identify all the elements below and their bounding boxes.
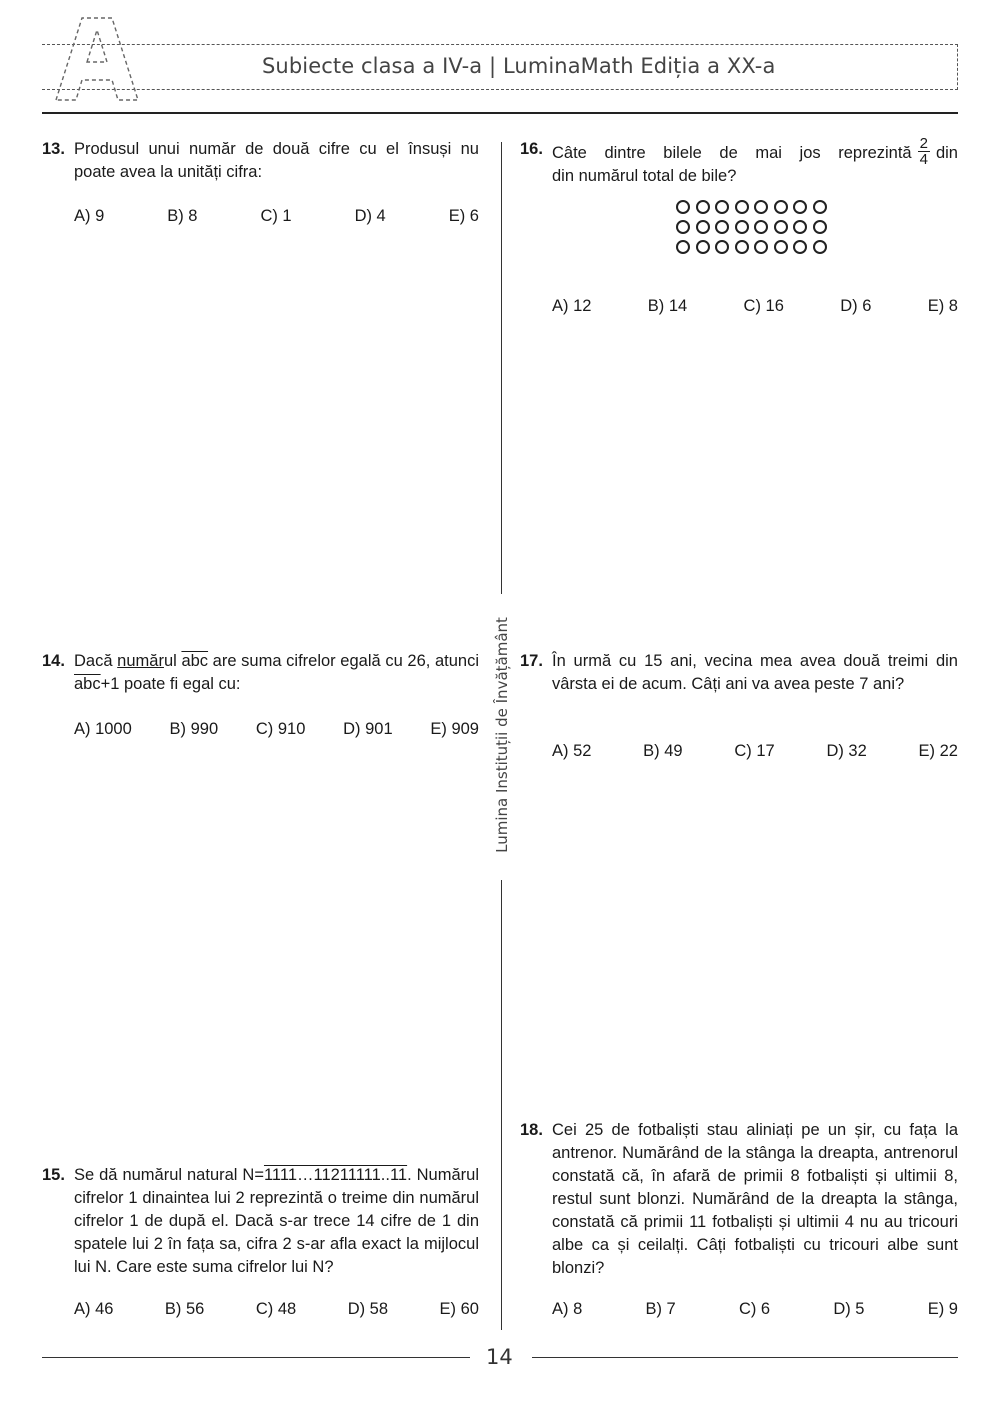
answer-option-b[interactable]: B) 8 bbox=[167, 207, 198, 225]
question-16 bbox=[520, 135, 958, 315]
ball-circle bbox=[813, 240, 827, 254]
ball-circle bbox=[715, 220, 729, 234]
question-number: 16. bbox=[520, 140, 543, 158]
question-text: Cei 25 de fotbaliști stau aliniați pe un șir, cu fața la antrenor. Numărând de la stânga la dreapta, antrenorul constată că, în afară de primii 8 fotbaliști și ultimii 8, restul sunt blonzi. Numărând de la dreapta la stânga, constată că primii 11 fotbaliști și ultimii 4 nu au tricouri albe ca și ceilalți. Câți fotbaliști cu tricouri albe sunt blonzi? bbox=[552, 1121, 958, 1277]
header-title: Subiecte clasa a IV-a | LuminaMath Ediția a XX-a bbox=[262, 54, 776, 78]
ball-circle bbox=[774, 240, 788, 254]
answer-option-e[interactable]: E) 909 bbox=[430, 720, 479, 738]
ball-circle bbox=[813, 200, 827, 214]
answer-option-a[interactable]: A) 9 bbox=[74, 207, 105, 225]
ball-circle bbox=[696, 240, 710, 254]
ball-circle bbox=[735, 240, 749, 254]
answer-option-d[interactable]: D) 4 bbox=[354, 207, 386, 225]
question-15 bbox=[42, 1164, 479, 1318]
answer-option-c[interactable]: C) 48 bbox=[255, 1300, 297, 1318]
ball-circle bbox=[696, 220, 710, 234]
ball-circle bbox=[754, 220, 768, 234]
answer-option-a[interactable]: A) 12 bbox=[552, 297, 592, 315]
answer-option-e[interactable]: E) 22 bbox=[918, 742, 958, 760]
header-rule bbox=[42, 112, 958, 114]
fraction: $\frac{2}{4}$ bbox=[919, 135, 928, 168]
answer-options bbox=[74, 205, 479, 228]
question-17 bbox=[520, 650, 958, 760]
question-18 bbox=[520, 1119, 958, 1318]
answer-option-c[interactable]: C) 910 bbox=[255, 720, 306, 738]
answer-option-b[interactable]: B) 56 bbox=[164, 1300, 205, 1318]
answer-option-d[interactable]: D) 58 bbox=[347, 1300, 389, 1318]
ball-circle bbox=[735, 200, 749, 214]
answer-option-c[interactable]: C) 6 bbox=[738, 1300, 771, 1318]
overline-number: $\overline{abc}$ bbox=[74, 675, 101, 693]
balls-grid bbox=[676, 200, 832, 254]
answer-option-e[interactable]: E) 8 bbox=[927, 297, 958, 315]
ball-circle bbox=[774, 200, 788, 214]
ball-circle bbox=[715, 200, 729, 214]
page-number: 14 bbox=[486, 1345, 513, 1369]
overline-number: 1111…11211111..11 bbox=[263, 1166, 408, 1184]
answer-options bbox=[74, 718, 479, 741]
header-letter-a-logo bbox=[52, 16, 142, 102]
question-text: Produsul unui număr de două cifre cu el însuși nu poate avea la unități cifra: bbox=[74, 140, 479, 181]
answer-option-b[interactable]: B) 7 bbox=[645, 1300, 676, 1318]
answer-option-c[interactable]: C) 1 bbox=[260, 207, 292, 225]
question-text: Dacă numărul $\overline{abc}$ are suma cifrelor egală cu 26, atunci $\overline{abc}+1$ poate fi egal cu: bbox=[74, 652, 479, 693]
ball-circle bbox=[793, 200, 807, 214]
question-number: 18. bbox=[520, 1121, 543, 1139]
question-text: În urmă cu 15 ani, vecina mea avea două treimi din vârsta ei de acum. Câți ani va avea peste 7 ani? bbox=[552, 652, 958, 693]
ball-circle bbox=[754, 240, 768, 254]
question-number: 15. bbox=[42, 1166, 65, 1184]
answer-option-e[interactable]: E) 60 bbox=[439, 1300, 479, 1318]
overline-number: $\overline{abc}$ bbox=[181, 652, 209, 670]
question-text-line2: din numărul total de bile? bbox=[552, 167, 737, 185]
ball-circle bbox=[676, 220, 690, 234]
ball-circle bbox=[676, 200, 690, 214]
footer-rule-left bbox=[42, 1357, 470, 1358]
answer-option-b[interactable]: B) 990 bbox=[169, 720, 219, 738]
answer-option-d[interactable]: D) 901 bbox=[343, 720, 393, 738]
answer-options bbox=[74, 1298, 479, 1321]
ball-circle bbox=[676, 240, 690, 254]
answer-option-c[interactable]: C) 17 bbox=[734, 742, 775, 760]
answer-options bbox=[552, 1298, 958, 1321]
question-text: Se dă numărul natural N=1111…11211111..11. Numărul cifrelor 1 dinaintea lui 2 reprezintă o treime din numărul cifrelor 1 de după el. Dacă s-ar trece 14 cifre de 1 din spatele lui 2 în fața sa, cifra 2 s-ar afla exact la mijlocul lui N. Care este suma cifrelor lui N? bbox=[74, 1166, 479, 1276]
answer-option-d[interactable]: D) 6 bbox=[840, 297, 872, 315]
answer-options bbox=[552, 740, 958, 763]
ball-circle bbox=[793, 240, 807, 254]
answer-option-e[interactable]: E) 9 bbox=[927, 1300, 958, 1318]
footer-rule-right bbox=[532, 1357, 958, 1358]
ball-circle bbox=[813, 220, 827, 234]
answer-option-a[interactable]: A) 52 bbox=[552, 742, 592, 760]
question-number: 13. bbox=[42, 140, 65, 158]
question-number: 17. bbox=[520, 652, 543, 670]
answer-option-b[interactable]: B) 49 bbox=[643, 742, 683, 760]
answer-option-d[interactable]: D) 32 bbox=[826, 742, 867, 760]
ball-circle bbox=[754, 200, 768, 214]
answer-option-a[interactable]: A) 8 bbox=[552, 1300, 583, 1318]
question-13 bbox=[42, 138, 479, 225]
ball-circle bbox=[696, 200, 710, 214]
sidebar-label: Lumina Instituții de Învățământ bbox=[493, 617, 511, 853]
question-14 bbox=[42, 650, 479, 738]
ball-circle bbox=[715, 240, 729, 254]
ball-circle bbox=[774, 220, 788, 234]
question-text-line1: Câte dintre bilele de mai jos reprezintă $\frac{2}{4}$ din bbox=[552, 135, 958, 168]
question-number: 14. bbox=[42, 652, 65, 670]
answer-option-c[interactable]: C) 16 bbox=[743, 297, 784, 315]
answer-option-b[interactable]: B) 14 bbox=[647, 297, 688, 315]
answer-option-e[interactable]: E) 6 bbox=[448, 207, 479, 225]
column-divider-top bbox=[501, 142, 502, 594]
answer-option-a[interactable]: A) 46 bbox=[74, 1300, 114, 1318]
answer-options bbox=[552, 295, 958, 318]
ball-circle bbox=[793, 220, 807, 234]
answer-option-a[interactable]: A) 1000 bbox=[74, 720, 132, 738]
ball-circle bbox=[735, 220, 749, 234]
answer-option-d[interactable]: D) 5 bbox=[833, 1300, 865, 1318]
column-divider-bottom bbox=[501, 880, 502, 1330]
